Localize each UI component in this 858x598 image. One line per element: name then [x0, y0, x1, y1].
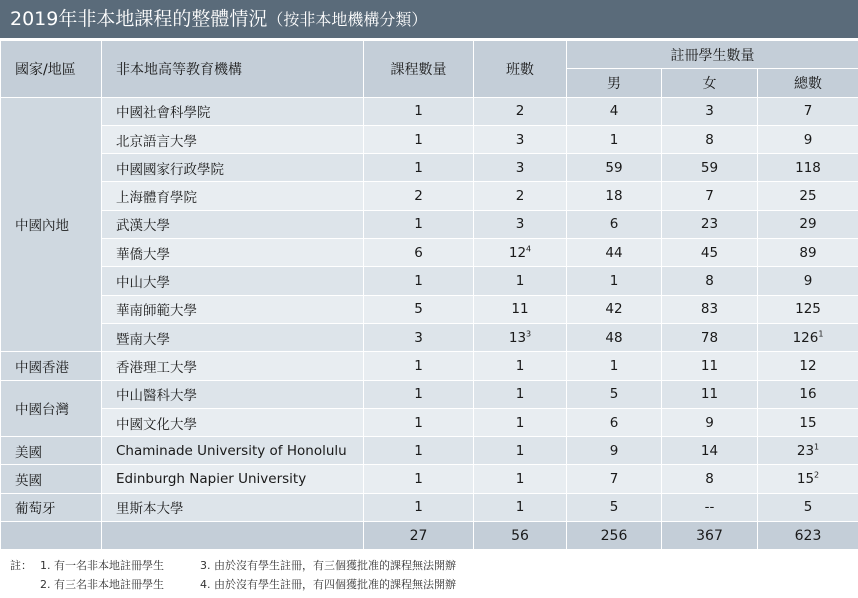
male-cell: 1 [567, 125, 662, 153]
institution-cell: 暨南大學 [102, 323, 364, 351]
header-female: 女 [662, 69, 758, 97]
header-classes: 班數 [474, 41, 567, 98]
totals-blank [102, 522, 364, 550]
courses-cell: 1 [364, 210, 474, 238]
institution-cell: 中國社會科學院 [102, 97, 364, 125]
total-value: 15 [796, 471, 815, 488]
footnotes [10, 556, 850, 594]
total-cell [758, 182, 858, 210]
total-cell [758, 437, 858, 465]
classes-value: 3 [515, 216, 525, 233]
note-3: 3. 由於沒有學生註冊，有三個獲批准的課程無法開辦 [200, 559, 456, 572]
classes-value: 1 [515, 499, 525, 516]
region-cell: 中國香港 [1, 352, 102, 380]
classes-value: 12 [508, 244, 527, 261]
table-row [1, 493, 858, 521]
institution-cell: 中山醫科大學 [102, 380, 364, 408]
header-total: 總數 [758, 69, 858, 97]
region-cell: 英國 [1, 465, 102, 493]
total-value: 9 [803, 273, 813, 290]
total-cell [758, 408, 858, 436]
institution-cell: 華僑大學 [102, 239, 364, 267]
classes-value: 13 [508, 329, 527, 346]
page-subtitle: （按非本地機構分類） [267, 10, 428, 29]
classes-value: 1 [515, 471, 525, 488]
courses-cell: 1 [364, 154, 474, 182]
classes-cell [474, 210, 567, 238]
classes-cell [474, 323, 567, 351]
courses-cell: 1 [364, 493, 474, 521]
notes-indent [10, 575, 40, 594]
classes-cell [474, 380, 567, 408]
header-male: 男 [567, 69, 662, 97]
table-row [1, 352, 858, 380]
region-cell: 中國內地 [1, 97, 102, 352]
courses-cell: 1 [364, 267, 474, 295]
female-cell: 8 [662, 267, 758, 295]
male-cell: 18 [567, 182, 662, 210]
total-cell [758, 267, 858, 295]
institution-cell: 中山大學 [102, 267, 364, 295]
classes-cell [474, 154, 567, 182]
total-value: 126 [792, 329, 819, 346]
institution-cell: 上海體育學院 [102, 182, 364, 210]
classes-value: 2 [515, 103, 525, 120]
female-cell: 78 [662, 323, 758, 351]
total-cell [758, 210, 858, 238]
table-row [1, 408, 858, 436]
table-row [1, 125, 858, 153]
female-cell: 59 [662, 154, 758, 182]
classes-cell [474, 125, 567, 153]
classes-cell [474, 267, 567, 295]
classes-cell [474, 352, 567, 380]
header-courses: 課程數量 [364, 41, 474, 98]
institution-cell: 北京語言大學 [102, 125, 364, 153]
female-cell: 9 [662, 408, 758, 436]
female-cell: 3 [662, 97, 758, 125]
female-cell: 8 [662, 465, 758, 493]
female-cell: 8 [662, 125, 758, 153]
total-cell [758, 125, 858, 153]
male-cell: 44 [567, 239, 662, 267]
title-bar [0, 0, 858, 38]
table-row [1, 380, 858, 408]
classes-value: 2 [515, 188, 525, 205]
male-cell: 5 [567, 493, 662, 521]
total-footnote: 1 [814, 442, 820, 452]
table-row [1, 210, 858, 238]
classes-value: 11 [511, 301, 529, 318]
courses-cell: 1 [364, 380, 474, 408]
male-cell: 9 [567, 437, 662, 465]
totals-total: 623 [758, 522, 858, 550]
region-cell: 葡萄牙 [1, 493, 102, 521]
classes-cell [474, 408, 567, 436]
total-cell [758, 352, 858, 380]
total-value: 125 [795, 301, 821, 318]
courses-cell: 1 [364, 465, 474, 493]
institution-cell: 里斯本大學 [102, 493, 364, 521]
classes-cell [474, 182, 567, 210]
total-value: 25 [799, 188, 817, 205]
male-cell: 7 [567, 465, 662, 493]
institution-cell: Chaminade University of Honolulu [102, 437, 364, 465]
male-cell: 4 [567, 97, 662, 125]
total-value: 23 [796, 442, 815, 459]
courses-cell: 1 [364, 437, 474, 465]
male-cell: 1 [567, 267, 662, 295]
classes-cell [474, 239, 567, 267]
classes-value: 3 [515, 159, 525, 176]
table-row [1, 323, 858, 351]
female-cell: -- [662, 493, 758, 521]
total-value: 12 [799, 357, 817, 374]
female-cell: 14 [662, 437, 758, 465]
male-cell: 59 [567, 154, 662, 182]
total-value: 9 [803, 131, 813, 148]
totals-blank [1, 522, 102, 550]
total-cell [758, 323, 858, 351]
male-cell: 5 [567, 380, 662, 408]
classes-cell [474, 437, 567, 465]
courses-cell: 1 [364, 97, 474, 125]
table-row [1, 154, 858, 182]
table-row [1, 267, 858, 295]
totals-male: 256 [567, 522, 662, 550]
page-title: 2019年非本地課程的整體情況 [10, 8, 268, 30]
classes-value: 1 [515, 386, 525, 403]
region-cell: 中國台灣 [1, 380, 102, 437]
notes-label: 註： [10, 559, 32, 572]
courses-cell: 1 [364, 125, 474, 153]
total-value: 118 [795, 159, 821, 176]
note-4: 4. 由於沒有學生註冊，有四個獲批准的課程無法開辦 [200, 578, 456, 591]
classes-value: 1 [515, 442, 525, 459]
total-value: 7 [803, 103, 813, 120]
institution-cell: 中國國家行政學院 [102, 154, 364, 182]
female-cell: 11 [662, 352, 758, 380]
courses-cell: 1 [364, 352, 474, 380]
totals-female: 367 [662, 522, 758, 550]
female-cell: 23 [662, 210, 758, 238]
total-cell [758, 154, 858, 182]
totals-classes: 56 [474, 522, 567, 550]
male-cell: 48 [567, 323, 662, 351]
institution-cell: Edinburgh Napier University [102, 465, 364, 493]
courses-cell: 5 [364, 295, 474, 323]
male-cell: 42 [567, 295, 662, 323]
total-cell [758, 239, 858, 267]
classes-cell [474, 295, 567, 323]
male-cell: 6 [567, 210, 662, 238]
total-cell [758, 493, 858, 521]
total-value: 89 [799, 244, 817, 261]
table-row [1, 437, 858, 465]
total-cell [758, 380, 858, 408]
female-cell: 11 [662, 380, 758, 408]
header-enrolment: 註冊學生數量 [567, 41, 858, 69]
table-row [1, 182, 858, 210]
total-value: 15 [799, 414, 817, 431]
male-cell: 1 [567, 352, 662, 380]
classes-value: 1 [515, 357, 525, 374]
classes-cell [474, 97, 567, 125]
table-row [1, 97, 858, 125]
male-cell: 6 [567, 408, 662, 436]
courses-cell: 3 [364, 323, 474, 351]
classes-cell [474, 465, 567, 493]
courses-cell: 1 [364, 408, 474, 436]
courses-cell: 2 [364, 182, 474, 210]
classes-value: 3 [515, 131, 525, 148]
classes-footnote: 3 [526, 329, 532, 339]
classes-value: 1 [515, 414, 525, 431]
courses-cell: 6 [364, 239, 474, 267]
total-footnote: 1 [818, 329, 824, 339]
table-row [1, 295, 858, 323]
total-value: 29 [799, 216, 817, 233]
table-row [1, 239, 858, 267]
total-cell [758, 465, 858, 493]
total-value: 5 [803, 499, 813, 516]
note-2: 2. 有三名非本地註冊學生 [40, 578, 164, 591]
classes-cell [474, 493, 567, 521]
totals-row [1, 522, 858, 550]
female-cell: 7 [662, 182, 758, 210]
institution-cell: 華南師範大學 [102, 295, 364, 323]
classes-footnote: 4 [526, 244, 532, 254]
total-cell [758, 97, 858, 125]
header-region: 國家/地區 [1, 41, 102, 98]
enrolment-table [0, 40, 858, 550]
total-footnote: 2 [814, 470, 820, 480]
totals-courses: 27 [364, 522, 474, 550]
region-cell: 美國 [1, 437, 102, 465]
total-value: 16 [799, 386, 817, 403]
header-institution: 非本地高等教育機構 [102, 41, 364, 98]
table-row [1, 465, 858, 493]
total-cell [758, 295, 858, 323]
note-1: 1. 有一名非本地註冊學生 [40, 559, 164, 572]
institution-cell: 武漢大學 [102, 210, 364, 238]
classes-value: 1 [515, 273, 525, 290]
institution-cell: 香港理工大學 [102, 352, 364, 380]
female-cell: 83 [662, 295, 758, 323]
institution-cell: 中國文化大學 [102, 408, 364, 436]
female-cell: 45 [662, 239, 758, 267]
